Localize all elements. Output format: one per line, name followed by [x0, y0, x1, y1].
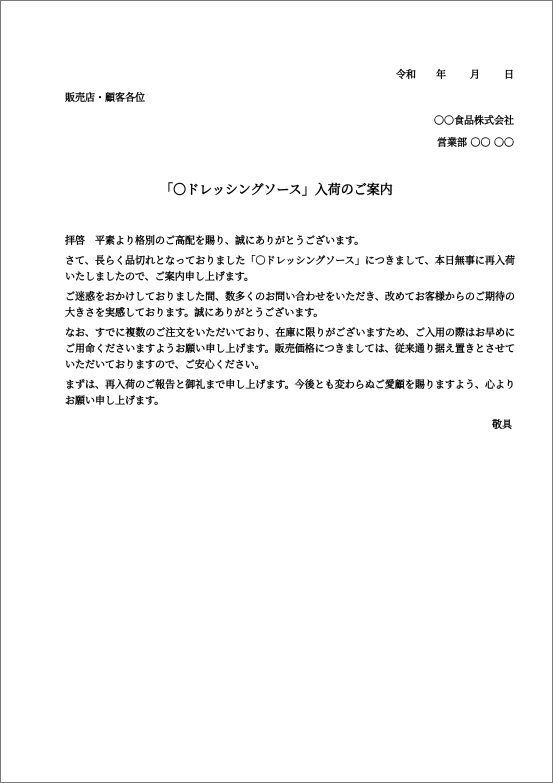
paragraph-closing-remarks: まずは、再入荷のご報告と御礼まで申し上げます。今後とも変わらぬご愛顧を賜りますよう、心よりお願い申し上げます。 — [65, 380, 515, 407]
closing-salutation: 敬具 — [492, 420, 512, 431]
letter-body — [65, 234, 515, 414]
sender-department: 営業部 〇〇 〇〇 — [437, 138, 514, 149]
paragraph-thanks: ご迷惑をおかけしておりました間、数多くのお問い合わせをいただき、改めてお客様からのご期待の大きさを実感しております。誠にありがとうございます。 — [65, 292, 515, 319]
paragraph-announcement: さて、長らく品切れとなっておりました「〇ドレッシングソース」につきまして、本日無事に再入荷いたしましたので、ご案内申し上げます。 — [65, 256, 515, 283]
date-era: 令和 — [396, 70, 416, 81]
sender-company: 〇〇食品株式会社 — [434, 116, 514, 127]
addressee: 販売店・顧客各位 — [65, 93, 145, 104]
letter-date — [396, 70, 514, 82]
paragraph-greeting: 拝啓 平素より格別のご高配を賜り、誠にありがとうございます。 — [65, 236, 365, 247]
date-month: 月 — [470, 70, 480, 81]
date-day: 日 — [504, 70, 514, 81]
letter-title: 「〇ドレッシングソース」入荷のご案内 — [160, 183, 393, 198]
date-year: 年 — [436, 70, 446, 81]
paragraph-notice: なお、すでに複数のご注文をいただいており、在庫に限りがございますため、ご入用の際はお早めにご用命くださいますようお願い申し上げます。販売価格につきましては、従来通り据え置きとさせていただいておりますので、ご安心ください。 — [65, 328, 515, 371]
